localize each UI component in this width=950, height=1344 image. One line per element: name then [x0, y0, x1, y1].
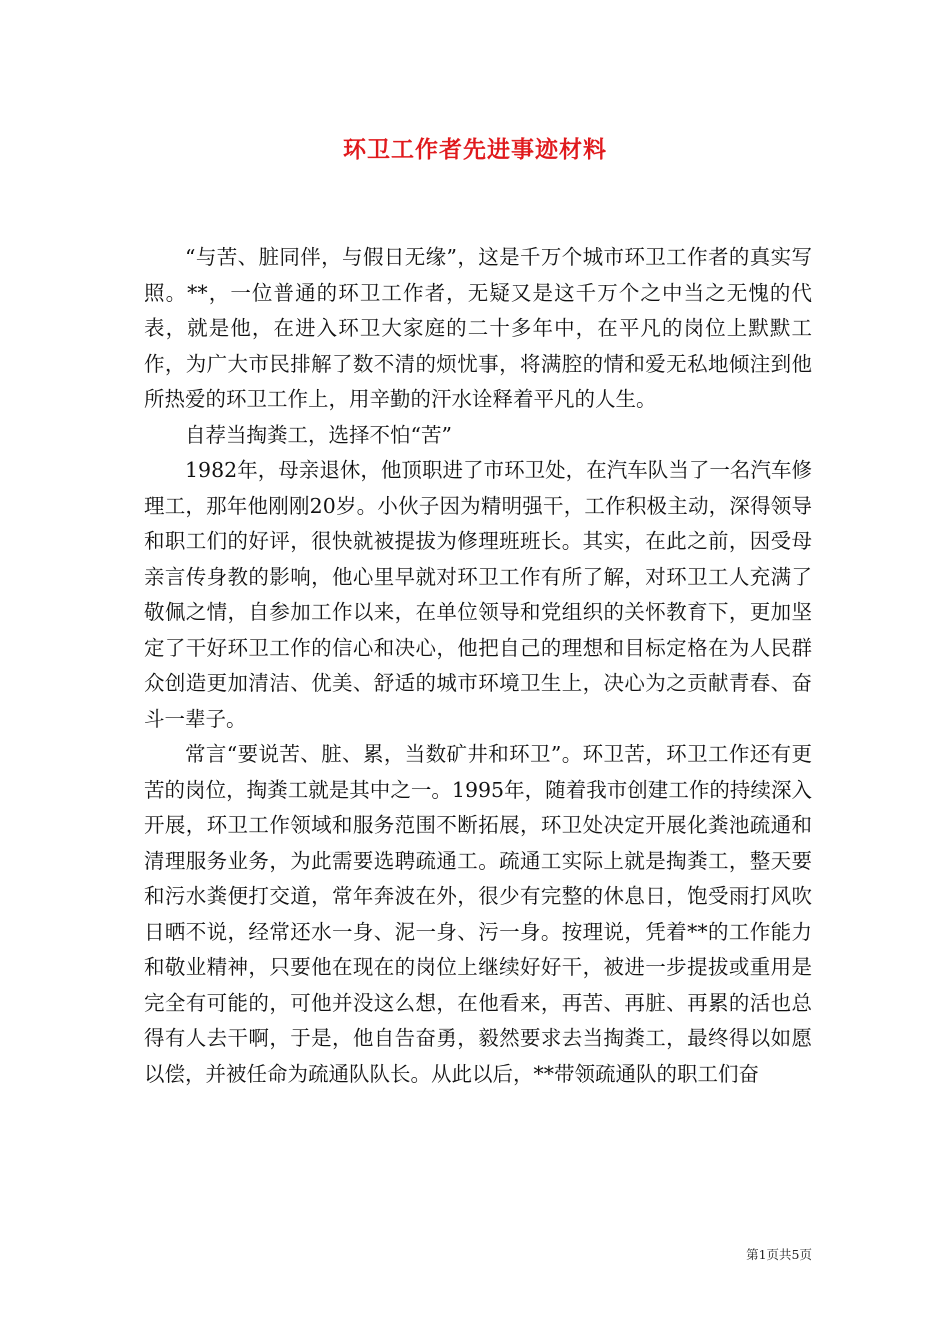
paragraph-intro: “与苦、脏同伴，与假日无缘”，这是千万个城市环卫工作者的真实写照。**，一位普通的环卫工作者，无疑又是这千万个之中当之无愧的代表，就是他，在进入环卫大家庭的二十多年中，在平凡的岗位上默默工作，为广大市民排解了数不清的烦忧事，将满腔的情和爱无私地倾注到他所热爱的环卫工作上，用辛勤的汗水诠释着平凡的人生。: [144, 245, 812, 411]
document-title: 环卫工作者先进事迹材料: [343, 136, 607, 163]
paragraph-1982: 1982年，母亲退休，他顶职进了市环卫处，在汽车队当了一名汽车修理工，那年他刚刚20岁。小伙子因为精明强干，工作积极主动，深得领导和职工们的好评，很快就被提拔为修理班班长。其实，在此之前，因受母亲言传身教的影响，他心里早就对环卫工作有所了解，对环卫工人充满了敬佩之情，自参加工作以来，在单位领导和党组织的关怀教育下，更加坚定了干好环卫工作的信心和决心，他把自己的理想和目标定格在为人民群众创造更加清洁、优美、舒适的城市环境卫生上，决心为之贡献青春、奋斗一辈子。: [144, 458, 812, 731]
paragraph-1995: 常言“要说苦、脏、累，当数矿井和环卫”。环卫苦，环卫工作还有更苦的岗位，掏粪工就是其中之一。1995年，随着我市创建工作的持续深入开展，环卫工作领域和服务范围不断拓展，环卫处决定开展化粪池疏通和清理服务业务，为此需要选聘疏通工。疏通工实际上就是掏粪工，整天要和污水粪便打交道，常年奔波在外，很少有完整的休息日，饱受雨打风吹日晒不说，经常还水一身、泥一身、污一身。按理说，凭着**的工作能力和敬业精神，只要他在现在的岗位上继续好好干，被进一步提拔或重用是完全有可能的，可他并没这么想，在他看来，再苦、再脏、再累的活也总得有人去干啊，于是，他自告奋勇，毅然要求去当掏粪工，最终得以如愿以偿，并被任命为疏通队队长。从此以后，**带领疏通队的职工们奋: [144, 742, 812, 1086]
page-number: 第1页共5页: [746, 1247, 812, 1262]
section-heading: 自荐当掏粪工，选择不怕“苦”: [185, 422, 452, 447]
document-body: [144, 240, 812, 1092]
